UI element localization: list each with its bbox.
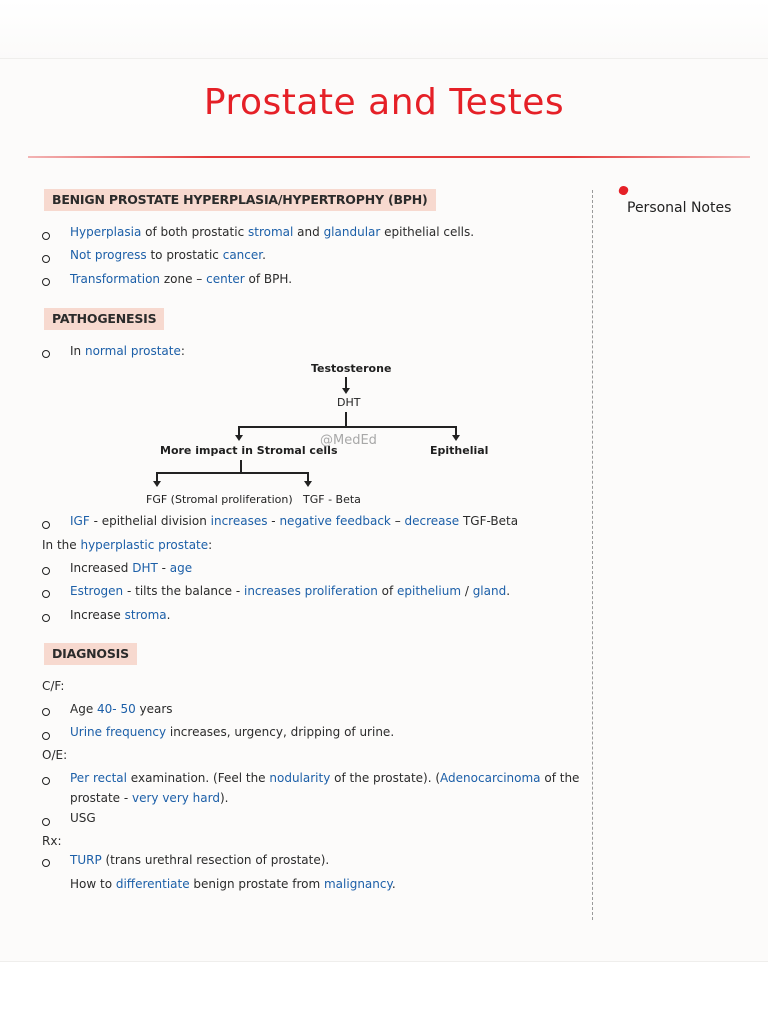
term: IGF [70, 514, 90, 528]
text: and [293, 225, 324, 239]
bullet-icon [42, 777, 50, 785]
term: TURP [70, 853, 102, 867]
page-title: Prostate and Testes [203, 82, 565, 123]
text: Age [70, 702, 98, 716]
diagram-dht: DHT [337, 396, 361, 409]
text: TGF-Beta [459, 514, 519, 528]
bullet-icon [42, 278, 50, 286]
term: cancer [222, 248, 263, 262]
term: DHT [132, 561, 158, 575]
diagnosis-heading: DIAGNOSIS [44, 643, 137, 665]
text: : [180, 344, 185, 358]
text: - epithelial division [89, 514, 211, 528]
term: Adenocarcinoma [440, 771, 541, 785]
text: : [208, 538, 213, 552]
bullet-icon [42, 614, 50, 622]
term: Hyperplasia [70, 225, 142, 239]
text: – [390, 514, 405, 528]
arrow-down-icon [153, 481, 161, 487]
bullet-icon [42, 590, 50, 598]
text: Increase [70, 608, 125, 622]
text: zone – [160, 272, 207, 286]
text: to prostatic [146, 248, 223, 262]
term: age [169, 561, 193, 575]
connector-line [156, 472, 308, 474]
bullet-icon [42, 232, 50, 240]
oe-line-1 [70, 771, 579, 785]
text: epithelial cells. [380, 225, 475, 239]
cf-line-2 [70, 725, 394, 739]
term: stroma [124, 608, 167, 622]
term: center [206, 272, 245, 286]
bullet-icon [42, 521, 50, 529]
term: Transformation [70, 272, 161, 286]
text: - [267, 514, 280, 528]
oe-label: O/E: [42, 748, 68, 762]
arrow-down-icon [342, 388, 350, 394]
term: malignancy [323, 877, 392, 891]
diagram-fgf: FGF (Stromal proliferation) [146, 493, 293, 506]
igf-line [70, 514, 518, 528]
bullet-icon [42, 350, 50, 358]
term: decrease [404, 514, 460, 528]
text: Increased [70, 561, 133, 575]
arrow-down-icon [304, 481, 312, 487]
term: stromal [247, 225, 294, 239]
text: of [377, 584, 398, 598]
text: examination. (Feel the [126, 771, 270, 785]
rx-line-2 [70, 877, 396, 891]
rx-label: Rx: [42, 834, 62, 848]
text: of the prostate). ( [330, 771, 441, 785]
bullet-icon [42, 708, 50, 716]
term: very very hard [132, 791, 220, 805]
text: - tilts the balance - [123, 584, 244, 598]
bullet-icon [42, 859, 50, 867]
text: In [70, 344, 85, 358]
bph-line-1 [70, 225, 474, 239]
bph-line-2 [70, 248, 266, 262]
text: prostate - [70, 791, 132, 805]
watermark: @MedEd [320, 433, 377, 448]
text: . [166, 608, 171, 622]
oe-line-1-cont [70, 791, 228, 805]
term: Urine frequency [70, 725, 167, 739]
diagram-tgf: TGF - Beta [303, 493, 361, 506]
text: of BPH. [244, 272, 293, 286]
text: / [461, 584, 473, 598]
term: nodularity [269, 771, 331, 785]
text: - [157, 561, 170, 575]
hyper-line-2 [70, 584, 510, 598]
term: Estrogen [70, 584, 124, 598]
connector-line [345, 412, 347, 427]
bph-heading: BENIGN PROSTATE HYPERPLASIA/HYPERTROPHY (BPH) [44, 189, 436, 211]
arrow-down-icon [452, 435, 460, 441]
personal-notes-label: Personal Notes [627, 200, 732, 216]
diagram-testosterone: Testosterone [311, 362, 392, 375]
bullet-icon [42, 255, 50, 263]
term: hyperplastic prostate [80, 538, 209, 552]
term: Not progress [70, 248, 147, 262]
pathogenesis-heading: PATHOGENESIS [44, 308, 164, 330]
hyper-line-3 [70, 608, 170, 622]
term: 40- 50 [97, 702, 136, 716]
diagram-epithelial: Epithelial [430, 444, 489, 457]
term: negative feedback [279, 514, 391, 528]
text: . [506, 584, 511, 598]
term: increases proliferation [243, 584, 378, 598]
arrow-down-icon [235, 435, 243, 441]
term: differentiate [115, 877, 190, 891]
bullet-icon [42, 818, 50, 826]
text: increases, urgency, dripping of urine. [166, 725, 395, 739]
diagram-stromal: More impact in Stromal cells [160, 444, 338, 457]
cf-label: C/F: [42, 679, 65, 693]
text: USG [70, 811, 96, 825]
text: . [262, 248, 266, 262]
bullet-icon [42, 567, 50, 575]
term: epithelium [397, 584, 462, 598]
title-divider [28, 156, 750, 158]
text: of the [540, 771, 580, 785]
hyperplastic-intro [42, 538, 212, 552]
text: ). [219, 791, 229, 805]
text: (trans urethral resection of prostate). [101, 853, 330, 867]
connector-line [238, 426, 456, 428]
bullet-icon [42, 732, 50, 740]
term: normal prostate [84, 344, 181, 358]
term: gland [472, 584, 507, 598]
cf-line-1 [70, 702, 173, 716]
text: of both prostatic [141, 225, 248, 239]
term: Per rectal [70, 771, 127, 785]
text: How to [70, 877, 116, 891]
hyper-line-1 [70, 561, 192, 575]
text: . [391, 877, 396, 891]
rx-line-1 [70, 853, 329, 867]
bph-line-3 [70, 272, 292, 286]
term: increases [210, 514, 268, 528]
text: years [135, 702, 173, 716]
text: benign prostate from [189, 877, 324, 891]
oe-line-usg [70, 811, 96, 825]
normal-prostate-line [70, 344, 185, 358]
notes-column-divider [592, 190, 593, 920]
text: In the [42, 538, 81, 552]
term: glandular [323, 225, 381, 239]
connector-line [240, 460, 242, 472]
